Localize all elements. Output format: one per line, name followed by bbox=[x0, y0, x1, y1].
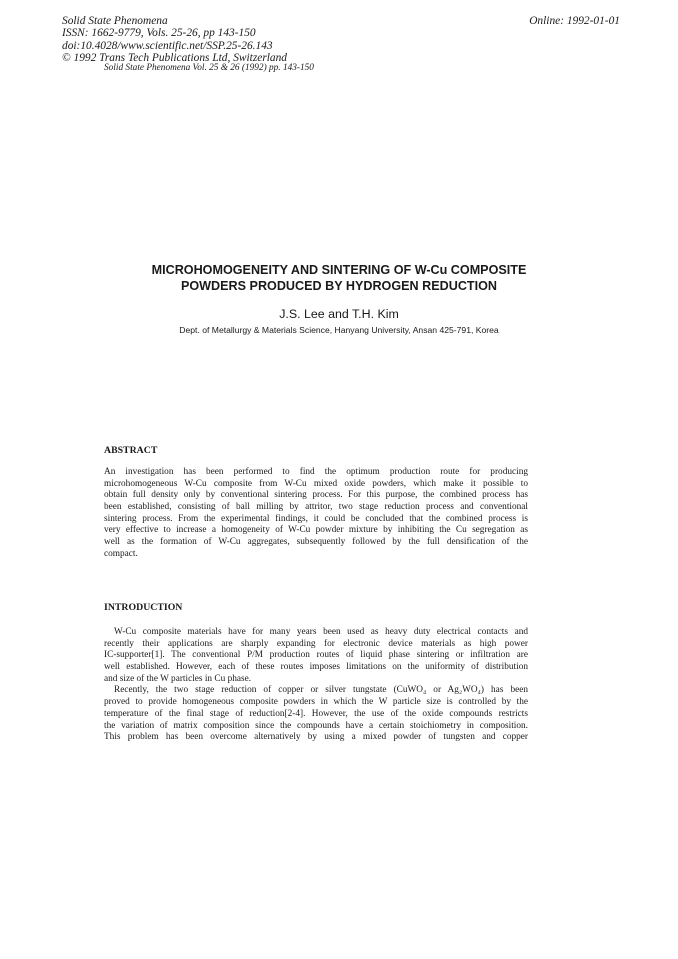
citation-block bbox=[62, 15, 287, 65]
doi-line: doi:10.4028/www.scientific.net/SSP.25-26.143 bbox=[62, 39, 273, 52]
affiliation: Dept. of Metallurgy & Materials Science, Hanyang University, Ansan 425-791, Korea bbox=[179, 325, 499, 335]
text-line: microhomogeneous W-Cu composite from W-Cu mixed oxide powders, which make it possible to bbox=[104, 478, 528, 489]
title-line: POWDERS PRODUCED BY HYDROGEN REDUCTION bbox=[180, 279, 498, 293]
text-line: proved to provide homogeneous composite powders in which the W particle size is controlled by the bbox=[104, 697, 528, 708]
text-line: This problem has been overcome alternatively by using a mixed powder of tungsten and copper bbox=[104, 732, 528, 743]
text-line: obtain full density only by conventional sintering process. For this purpose, the combined process has bbox=[104, 490, 528, 501]
text-line: Recently, the two stage reduction of copper or silver tungstate (CuWO₄ or Ag₂WO₄) has been bbox=[114, 685, 528, 696]
text-line: well established. However, each of these routes imposes limitations on the uniformity of distribution bbox=[104, 662, 528, 673]
text-line: been established, consisting of ball milling by attritor, two stage reduction process and conventional bbox=[104, 502, 528, 513]
running-head: Solid State Phenomena Vol. 25 & 26 (1992) pp. 143-150 bbox=[104, 63, 314, 73]
text-line: IC-supporter[1]. The conventional P/M production routes of liquid phase sintering or infiltration are bbox=[104, 650, 528, 661]
abstract-body bbox=[104, 467, 528, 561]
text-line: and size of the W particles in Cu phase. bbox=[104, 673, 252, 684]
text-line: compact. bbox=[104, 548, 138, 559]
journal-name: Solid State Phenomena bbox=[62, 15, 168, 27]
text-line: well as the formation of W-Cu aggregates, subsequently followed by the full densification of the bbox=[104, 537, 528, 548]
text-line: W-Cu composite materials have for many years been used as heavy duty electrical contacts and bbox=[114, 627, 528, 637]
issn-line: ISSN: 1662-9779, Vols. 25-26, pp 143-150 bbox=[62, 27, 256, 40]
introduction-heading: INTRODUCTION bbox=[104, 602, 183, 613]
copyright-line: © 1992 Trans Tech Publications Ltd, Switzerland bbox=[62, 52, 287, 65]
text-line: very effective to increase a homogeneity of W-Cu powder mixture by inhibiting the Cu segregation as bbox=[104, 525, 528, 536]
text-line: temperature of the final stage of reduction[2-4]. However, the use of the oxide compounds restricts bbox=[104, 708, 528, 719]
text-line: sintering process. From the experimental findings, it could be concluded that the combined process is bbox=[104, 513, 528, 524]
text-line: recently their applications are sharply expanding for electronic device materials as high power bbox=[104, 638, 528, 649]
text-line: An investigation has been performed to find the optimum production route for producing bbox=[104, 467, 528, 477]
abstract-heading: ABSTRACT bbox=[104, 445, 158, 456]
text-line: the variation of matrix composition since the compounds have a certain stoichiometry in composition. bbox=[104, 720, 528, 731]
title-line: MICROHOMOGENEITY AND SINTERING OF W-Cu COMPOSITE bbox=[151, 263, 527, 277]
introduction-body bbox=[104, 627, 528, 744]
online-date: Online: 1992-01-01 bbox=[529, 15, 620, 27]
authors: J.S. Lee and T.H. Kim bbox=[279, 307, 399, 321]
paper-title bbox=[0, 262, 678, 294]
